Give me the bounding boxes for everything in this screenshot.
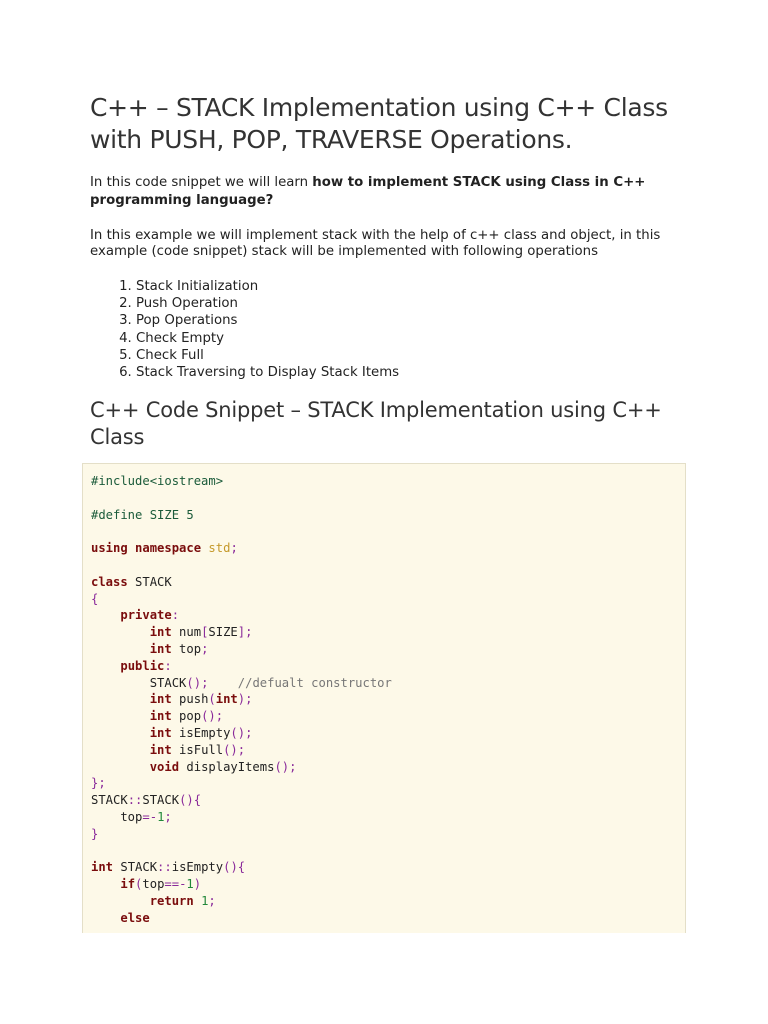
- code-token: top: [142, 877, 165, 892]
- code-line: [91, 742, 685, 759]
- code-token: return: [149, 893, 194, 908]
- code-token: [91, 709, 150, 723]
- list-item: 4. Check Empty: [136, 330, 690, 347]
- code-token: [91, 894, 150, 908]
- list-item: 6. Stack Traversing to Display Stack Items: [136, 364, 690, 381]
- code-token: int: [149, 725, 172, 740]
- code-token: push: [171, 692, 209, 707]
- code-token: ();: [223, 742, 246, 757]
- article-body: [90, 92, 690, 451]
- code-token: isEmpty: [171, 860, 224, 875]
- code-token: isFull: [171, 742, 224, 757]
- code-token: STACK: [142, 793, 180, 808]
- code-token: STACK: [113, 860, 158, 875]
- code-token: (){: [223, 860, 246, 875]
- code-line: [91, 523, 685, 540]
- code-token: [91, 608, 120, 622]
- code-token: ;: [164, 809, 172, 824]
- code-token: (: [135, 877, 143, 892]
- code-token: public: [120, 658, 165, 673]
- code-token: [194, 894, 201, 908]
- code-token: (: [208, 692, 216, 707]
- code-token: STACK: [91, 675, 187, 690]
- code-line: [91, 876, 685, 893]
- code-listing: [83, 464, 685, 927]
- code-token: 1: [186, 877, 194, 892]
- code-token: STACK: [91, 793, 128, 808]
- code-token: int: [215, 692, 238, 707]
- code-line: [91, 490, 685, 507]
- code-token: ::: [157, 860, 172, 875]
- code-token: int: [149, 625, 172, 640]
- code-token: if: [120, 877, 136, 892]
- code-token: [91, 743, 150, 757]
- intro-paragraph: [90, 174, 690, 210]
- code-token: ();: [186, 675, 209, 690]
- code-line: [91, 910, 685, 927]
- code-token: [91, 877, 120, 891]
- code-token: num: [171, 625, 202, 640]
- code-token: [91, 642, 150, 656]
- list-item: 2. Push Operation: [136, 295, 690, 312]
- code-token: [: [201, 625, 209, 640]
- code-line: [91, 893, 685, 910]
- code-token: displayItems: [179, 759, 275, 774]
- code-token: using: [91, 541, 128, 556]
- code-token: [91, 760, 150, 774]
- description-paragraph: In this example we will implement stack with the help of c++ class and object, in this example (code snippet) stack will be implemented with following operations: [90, 228, 661, 259]
- code-token: #include<iostream>: [91, 474, 224, 488]
- code-line: [91, 759, 685, 776]
- intro-highlight: how to implement STACK using Class in C++ programming language?: [90, 175, 646, 208]
- code-token: [91, 625, 150, 639]
- code-token: ::: [127, 793, 143, 808]
- code-token: pop: [171, 709, 202, 724]
- code-token: :: [171, 608, 180, 623]
- code-token: //defualt constructor: [237, 675, 392, 690]
- code-token: (){: [179, 793, 202, 808]
- code-token: int: [149, 709, 172, 724]
- code-token: ;: [201, 641, 209, 656]
- code-token: int: [149, 692, 172, 707]
- code-line: [91, 809, 685, 826]
- code-token: int: [149, 641, 172, 656]
- code-token: }: [91, 826, 99, 841]
- code-line: [91, 859, 685, 876]
- code-line: [91, 658, 685, 675]
- code-token: [208, 676, 237, 690]
- code-token: #define SIZE 5: [91, 507, 194, 522]
- code-token: class: [91, 574, 128, 589]
- code-line: [91, 691, 685, 708]
- code-token: ;: [230, 541, 238, 556]
- code-line: [91, 540, 685, 557]
- code-token: ==-: [164, 877, 187, 892]
- code-token: );: [237, 692, 253, 707]
- code-token: std: [208, 541, 231, 556]
- code-token: [91, 911, 120, 925]
- code-token: void: [149, 759, 180, 774]
- code-line: [91, 843, 685, 860]
- code-token: =-: [142, 809, 158, 824]
- code-token: ();: [274, 759, 297, 774]
- code-line: [91, 725, 685, 742]
- code-token: isEmpty: [171, 725, 231, 740]
- code-line: [91, 792, 685, 809]
- code-token: [91, 659, 120, 673]
- code-token: else: [120, 910, 150, 925]
- list-item: 3. Pop Operations: [136, 312, 690, 329]
- intro-text: In this code snippet we will learn: [90, 175, 313, 190]
- code-token: [91, 726, 150, 740]
- code-line: [91, 624, 685, 641]
- code-token: STACK: [127, 574, 172, 589]
- code-token: ();: [230, 725, 253, 740]
- code-section-heading: C++ Code Snippet – STACK Implementation using C++ Class: [90, 398, 662, 450]
- code-token: };: [91, 776, 106, 791]
- code-line: [91, 708, 685, 725]
- code-token: 1: [157, 809, 165, 824]
- code-line: [91, 607, 685, 624]
- code-line: [91, 641, 685, 658]
- code-token: [128, 541, 135, 555]
- code-line: [91, 591, 685, 608]
- code-token: ];: [237, 625, 253, 640]
- code-token: [91, 692, 150, 706]
- code-token: SIZE: [208, 625, 238, 640]
- code-token: int: [91, 860, 114, 875]
- code-line: [91, 473, 685, 490]
- code-line: [91, 507, 685, 524]
- code-token: int: [149, 742, 172, 757]
- code-token: ();: [201, 709, 224, 724]
- operations-list: [90, 278, 690, 381]
- code-line: [91, 826, 685, 843]
- code-token: :: [164, 658, 172, 673]
- code-token: private: [120, 608, 172, 623]
- code-line: [91, 574, 685, 591]
- code-block[interactable]: [82, 463, 686, 933]
- list-item: 5. Check Full: [136, 347, 690, 364]
- page-title: C++ – STACK Implementation using C++ Class with PUSH, POP, TRAVERSE Operations.: [90, 93, 668, 154]
- code-token: {: [91, 591, 99, 606]
- code-token: top: [91, 809, 143, 824]
- code-line: [91, 557, 685, 574]
- list-item: 1. Stack Initialization: [136, 278, 690, 295]
- code-token: ;: [208, 893, 216, 908]
- code-token: namespace: [135, 541, 202, 556]
- code-line: [91, 675, 685, 692]
- code-token: ): [193, 877, 202, 892]
- code-token: top: [171, 641, 202, 656]
- code-line: [91, 775, 685, 792]
- code-token: 1: [201, 893, 209, 908]
